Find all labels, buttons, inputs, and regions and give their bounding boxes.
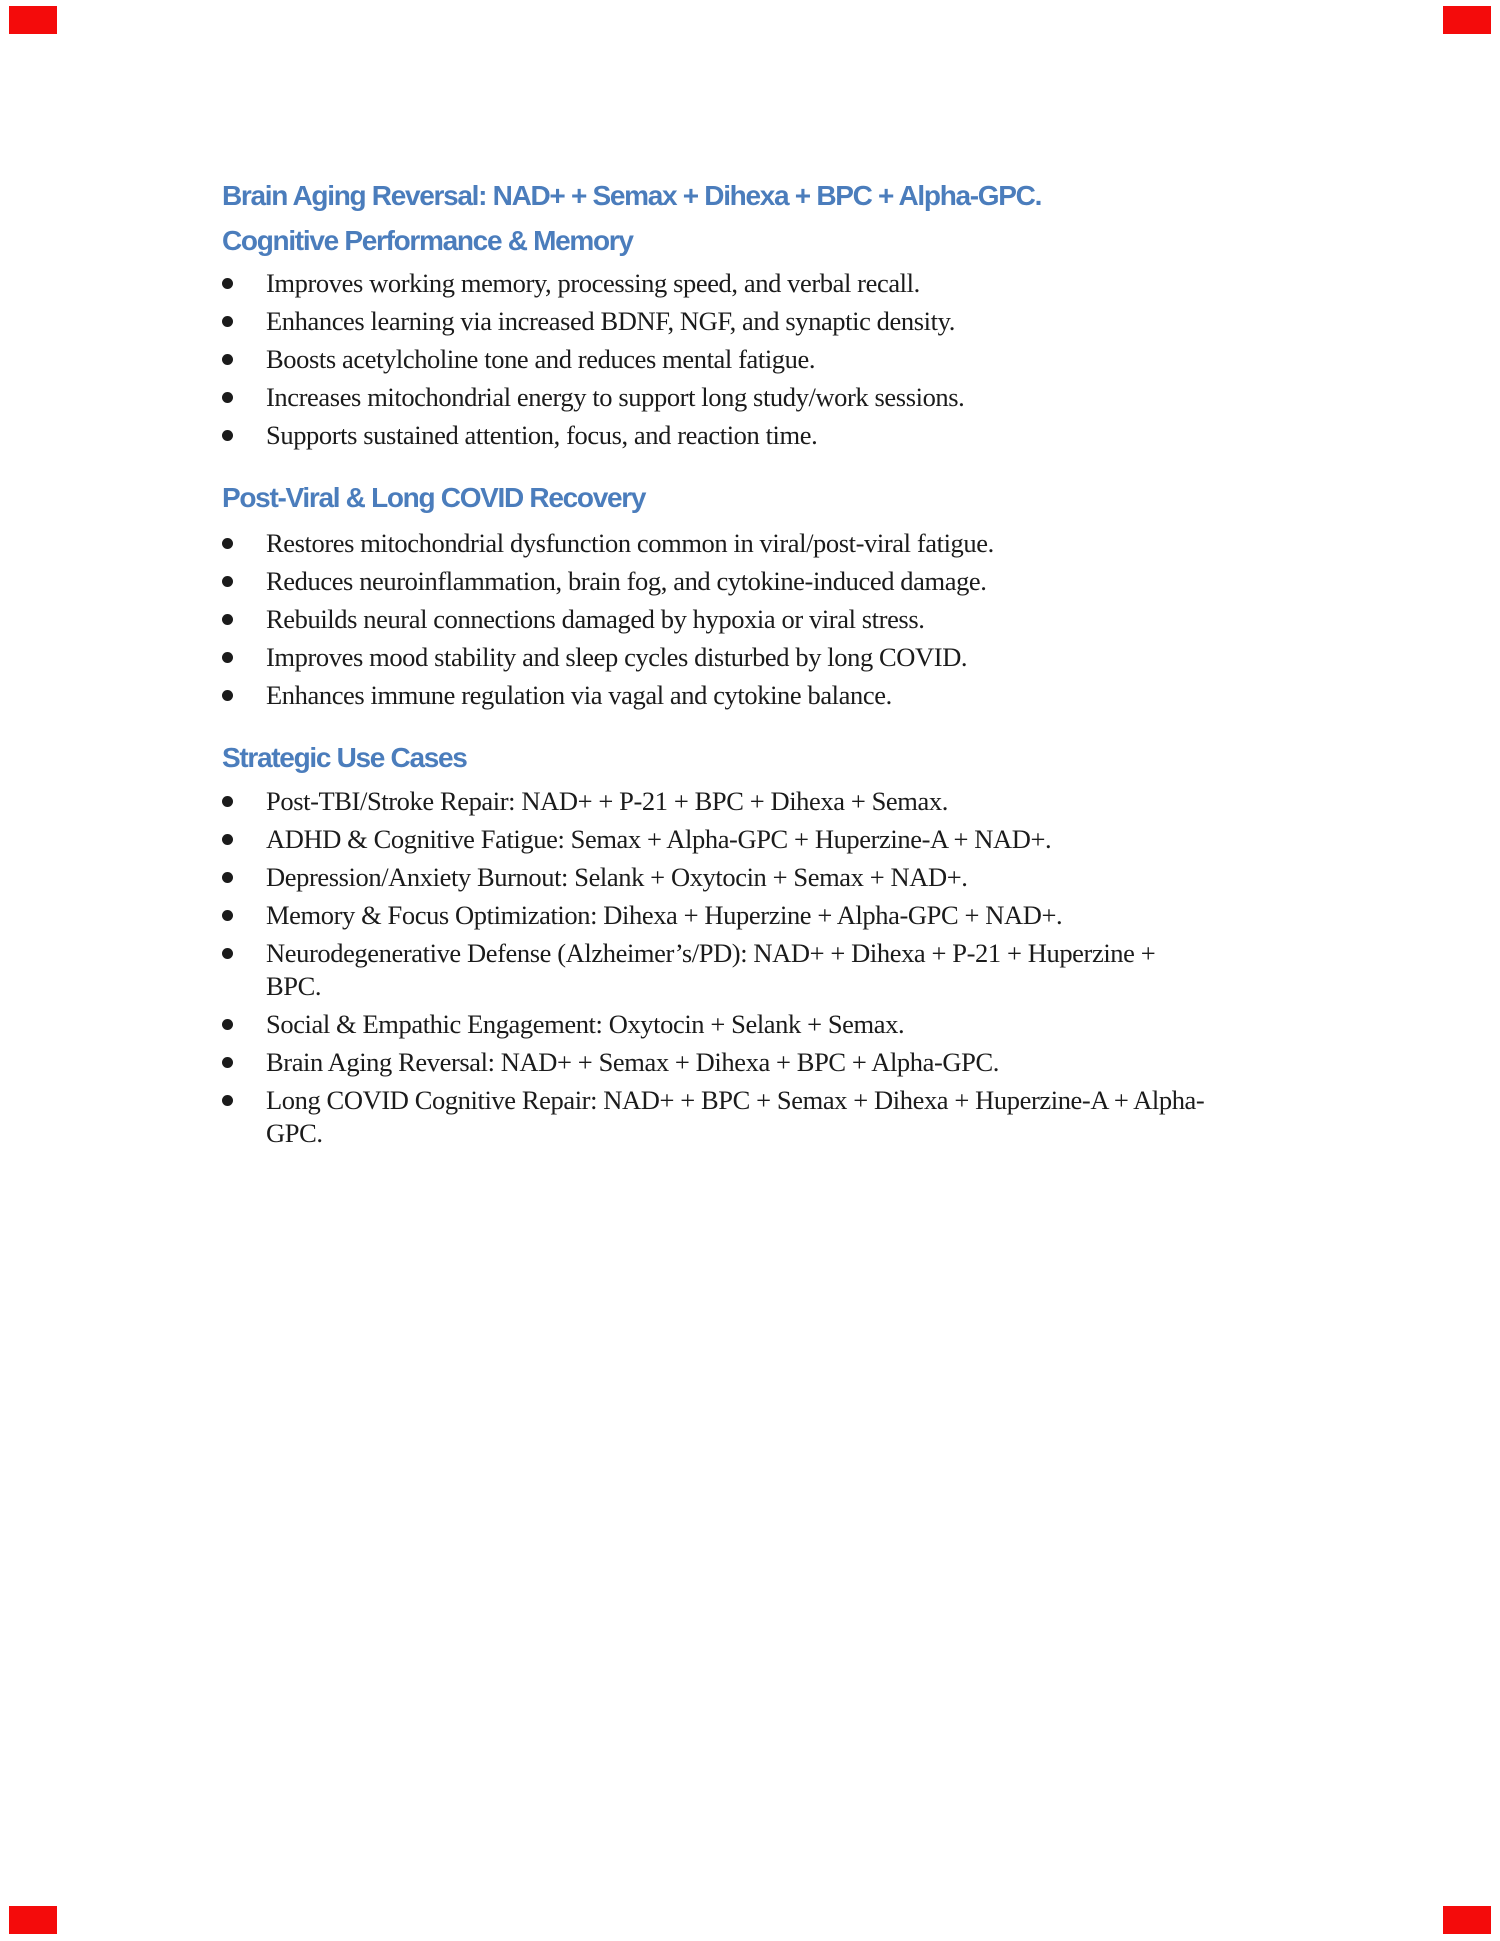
list-item <box>222 1084 1342 1150</box>
list-item <box>222 419 1342 452</box>
bullet-text: Neurodegenerative Defense (Alzheimer’s/PD): NAD+ + Dihexa + P-21 + Huperzine + BPC. <box>266 938 1156 1001</box>
bullet-text: Improves working memory, processing speed, and verbal recall. <box>266 268 920 298</box>
list-item <box>222 937 1342 1003</box>
list-item <box>222 823 1342 856</box>
list-item <box>222 381 1342 414</box>
bullet-text: Post-TBI/Stroke Repair: NAD+ + P-21 + BPC + Dihexa + Semax. <box>266 786 948 816</box>
bullet-text: Supports sustained attention, focus, and reaction time. <box>266 420 818 450</box>
section-heading-post-viral-recovery: Post-Viral & Long COVID Recovery <box>222 482 646 513</box>
bullet-icon <box>222 1095 233 1106</box>
list-item <box>222 785 1342 818</box>
list-item <box>222 343 1342 376</box>
section-heading-strategic-use-cases: Strategic Use Cases <box>222 742 467 773</box>
bullet-icon <box>222 430 233 441</box>
bullet-icon <box>222 872 233 883</box>
bullet-text: Rebuilds neural connections damaged by hypoxia or viral stress. <box>266 604 925 634</box>
bullet-icon <box>222 576 233 587</box>
corner-marker-top-left <box>9 6 57 34</box>
bullet-list-strategic-use-cases <box>222 785 1342 1155</box>
bullet-icon <box>222 278 233 289</box>
bullet-icon <box>222 796 233 807</box>
bullet-text: Enhances learning via increased BDNF, NGF, and synaptic density. <box>266 306 955 336</box>
bullet-text: Social & Empathic Engagement: Oxytocin + Selank + Semax. <box>266 1009 905 1039</box>
corner-marker-bottom-right <box>1443 1906 1491 1934</box>
list-item <box>222 1008 1342 1041</box>
bullet-icon <box>222 834 233 845</box>
bullet-list-cognitive-performance <box>222 267 1342 457</box>
corner-marker-top-right <box>1443 6 1491 34</box>
bullet-text: Increases mitochondrial energy to support long study/work sessions. <box>266 382 965 412</box>
bullet-icon <box>222 316 233 327</box>
bullet-icon <box>222 652 233 663</box>
bullet-text: Reduces neuroinflammation, brain fog, and cytokine-induced damage. <box>266 566 987 596</box>
bullet-icon <box>222 538 233 549</box>
page-title: Brain Aging Reversal: NAD+ + Semax + Dihexa + BPC + Alpha-GPC. <box>222 180 1042 211</box>
list-item <box>222 603 1342 636</box>
bullet-icon <box>222 614 233 625</box>
list-item <box>222 861 1342 894</box>
bullet-icon <box>222 690 233 701</box>
bullet-icon <box>222 1019 233 1030</box>
bullet-list-post-viral-recovery <box>222 527 1342 717</box>
bullet-icon <box>222 392 233 403</box>
list-item <box>222 527 1342 560</box>
section-heading-cognitive-performance: Cognitive Performance & Memory <box>222 225 633 256</box>
list-item <box>222 679 1342 712</box>
bullet-icon <box>222 354 233 365</box>
list-item <box>222 1046 1342 1079</box>
bullet-icon <box>222 1057 233 1068</box>
bullet-text: Improves mood stability and sleep cycles disturbed by long COVID. <box>266 642 968 672</box>
list-item <box>222 267 1342 300</box>
list-item <box>222 565 1342 598</box>
list-item <box>222 305 1342 338</box>
bullet-text: Brain Aging Reversal: NAD+ + Semax + Dihexa + BPC + Alpha-GPC. <box>266 1047 999 1077</box>
list-item <box>222 899 1342 932</box>
bullet-text: Long COVID Cognitive Repair: NAD+ + BPC + Semax + Dihexa + Huperzine-A + Alpha- GPC. <box>266 1085 1205 1148</box>
bullet-icon <box>222 910 233 921</box>
corner-marker-bottom-left <box>9 1906 57 1934</box>
bullet-text: Enhances immune regulation via vagal and cytokine balance. <box>266 680 892 710</box>
bullet-text: ADHD & Cognitive Fatigue: Semax + Alpha-GPC + Huperzine-A + NAD+. <box>266 824 1052 854</box>
list-item <box>222 641 1342 674</box>
bullet-text: Depression/Anxiety Burnout: Selank + Oxytocin + Semax + NAD+. <box>266 862 968 892</box>
bullet-icon <box>222 948 233 959</box>
bullet-text: Restores mitochondrial dysfunction common in viral/post-viral fatigue. <box>266 528 994 558</box>
bullet-text: Memory & Focus Optimization: Dihexa + Huperzine + Alpha-GPC + NAD+. <box>266 900 1063 930</box>
bullet-text: Boosts acetylcholine tone and reduces mental fatigue. <box>266 344 816 374</box>
